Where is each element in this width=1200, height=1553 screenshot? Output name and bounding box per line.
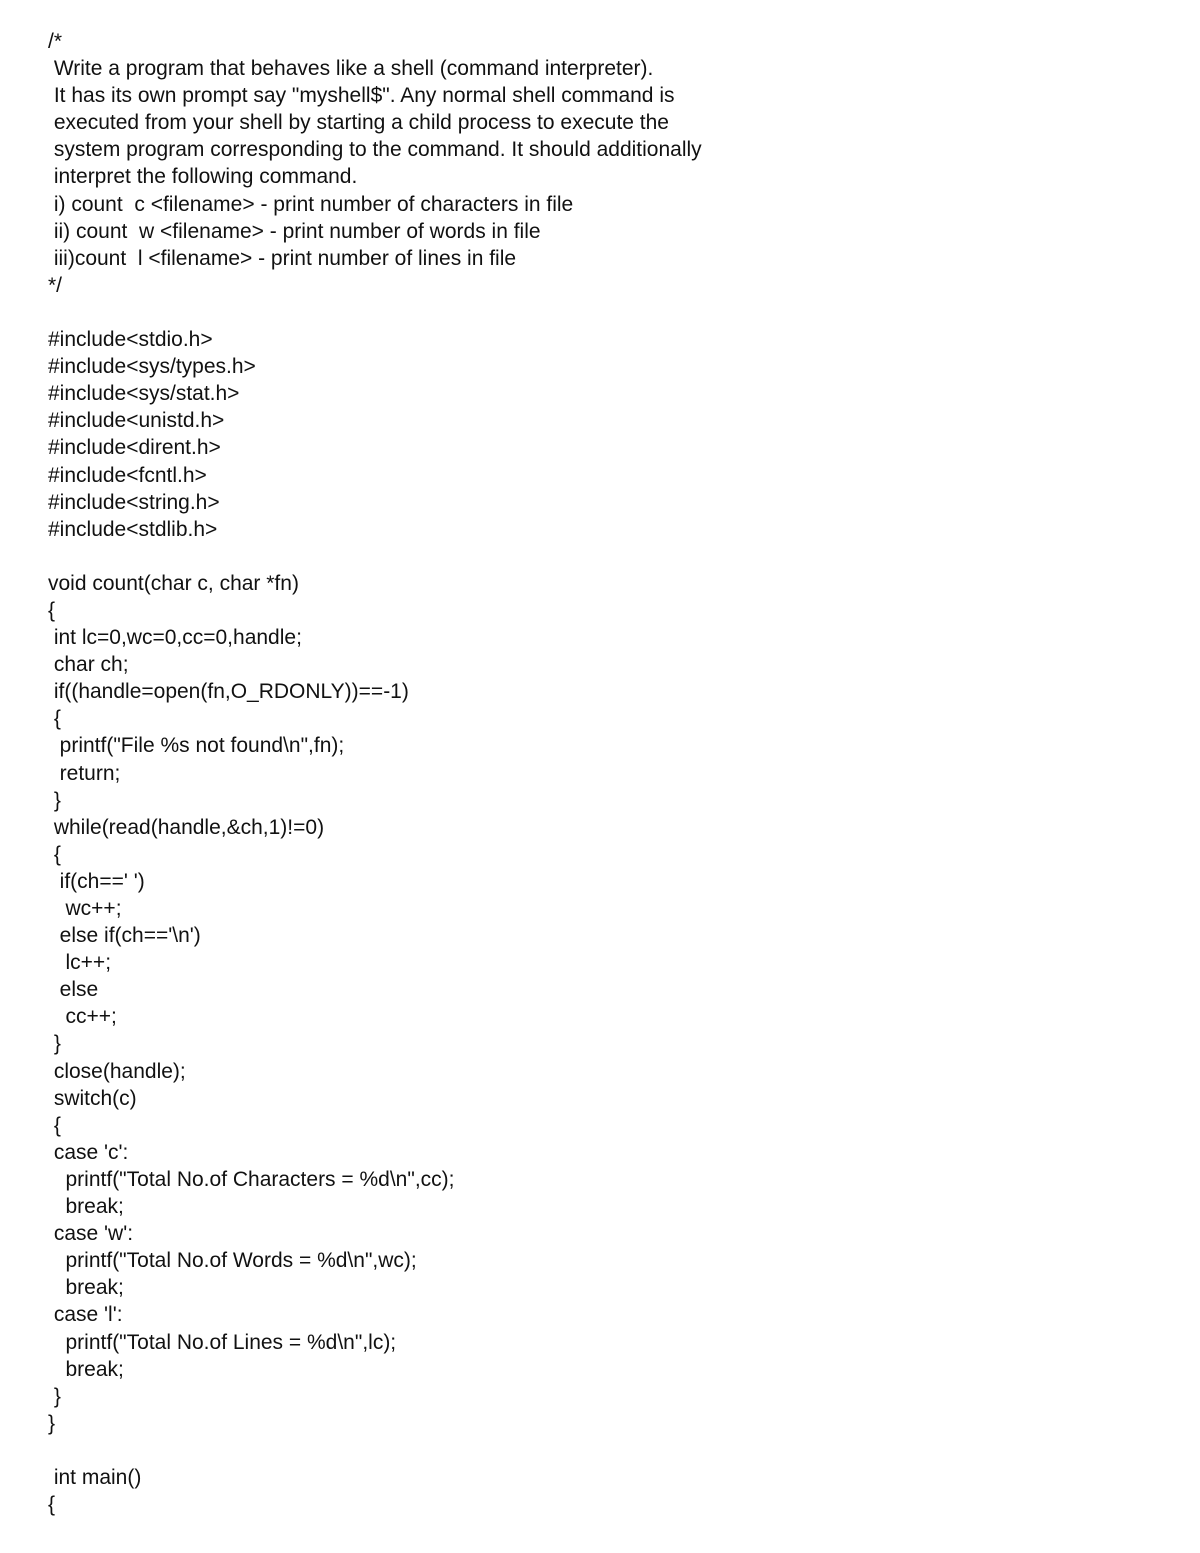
code-line: {: [48, 1113, 61, 1137]
code-line: printf("File %s not found\n",fn);: [48, 734, 345, 758]
code-line: #include<sys/types.h>: [48, 355, 256, 379]
code-line: }: [48, 1032, 61, 1056]
code-line: char ch;: [48, 653, 129, 677]
code-line: Write a program that behaves like a shell (command interpreter).: [48, 57, 654, 81]
code-line: executed from your shell by starting a child process to execute the: [48, 111, 669, 135]
code-line: printf("Total No.of Words = %d\n",wc);: [48, 1249, 417, 1273]
code-line: }: [48, 788, 61, 812]
code-line: break;: [48, 1195, 124, 1219]
code-line: switch(c): [48, 1086, 137, 1110]
code-line: wc++;: [48, 897, 122, 920]
code-line: #include<fcntl.h>: [48, 463, 207, 487]
code-line: case 'w':: [48, 1222, 134, 1246]
code-line: printf("Total No.of Characters = %d\n",cc);: [48, 1167, 455, 1191]
code-line: close(handle);: [48, 1059, 186, 1083]
code-line: {: [48, 1493, 56, 1517]
code-line: ii) count w <filename> - print number of words in file: [48, 219, 541, 243]
code-line: cc++;: [48, 1005, 117, 1029]
code-line: int main(): [48, 1465, 142, 1489]
code-line: while(read(handle,&ch,1)!=0): [48, 815, 325, 839]
code-line: [48, 299, 702, 326]
code-line: #include<dirent.h>: [48, 436, 221, 460]
code-line: int lc=0,wc=0,cc=0,handle;: [48, 626, 302, 650]
source-code-listing: [48, 28, 702, 1518]
code-line: [48, 543, 702, 570]
code-line: interpret the following command.: [48, 165, 358, 189]
code-line: }: [48, 1411, 56, 1435]
code-line: {: [48, 598, 56, 622]
code-line: }: [48, 1384, 61, 1408]
code-line: #include<stdlib.h>: [48, 517, 218, 541]
code-line: #include<sys/stat.h>: [48, 382, 240, 406]
code-line: #include<string.h>: [48, 490, 220, 514]
code-line: else: [48, 978, 99, 1002]
code-line: break;: [48, 1276, 124, 1300]
code-line: else if(ch=='\n'): [48, 924, 201, 948]
code-line: case 'l':: [48, 1303, 123, 1327]
code-line: #include<unistd.h>: [48, 409, 225, 433]
code-line: */: [48, 273, 63, 297]
code-line: lc++;: [48, 951, 112, 975]
code-line: /*: [48, 30, 63, 53]
code-line: system program corresponding to the command. It should additionally: [48, 138, 702, 162]
code-line: void count(char c, char *fn): [48, 571, 299, 595]
code-line: [48, 1437, 702, 1464]
code-line: if((handle=open(fn,O_RDONLY))==-1): [48, 680, 409, 704]
code-line: printf("Total No.of Lines = %d\n",lc);: [48, 1330, 397, 1354]
code-line: break;: [48, 1357, 124, 1381]
code-line: It has its own prompt say "myshell$". Any normal shell command is: [48, 84, 675, 108]
code-line: {: [48, 842, 61, 866]
code-line: #include<stdio.h>: [48, 328, 213, 352]
code-line: if(ch==' '): [48, 869, 145, 893]
code-line: {: [48, 707, 61, 731]
code-line: case 'c':: [48, 1140, 129, 1164]
code-line: i) count c <filename> - print number of characters in file: [48, 192, 574, 216]
code-line: iii)count l <filename> - print number of lines in file: [48, 246, 517, 270]
code-line: return;: [48, 761, 121, 785]
